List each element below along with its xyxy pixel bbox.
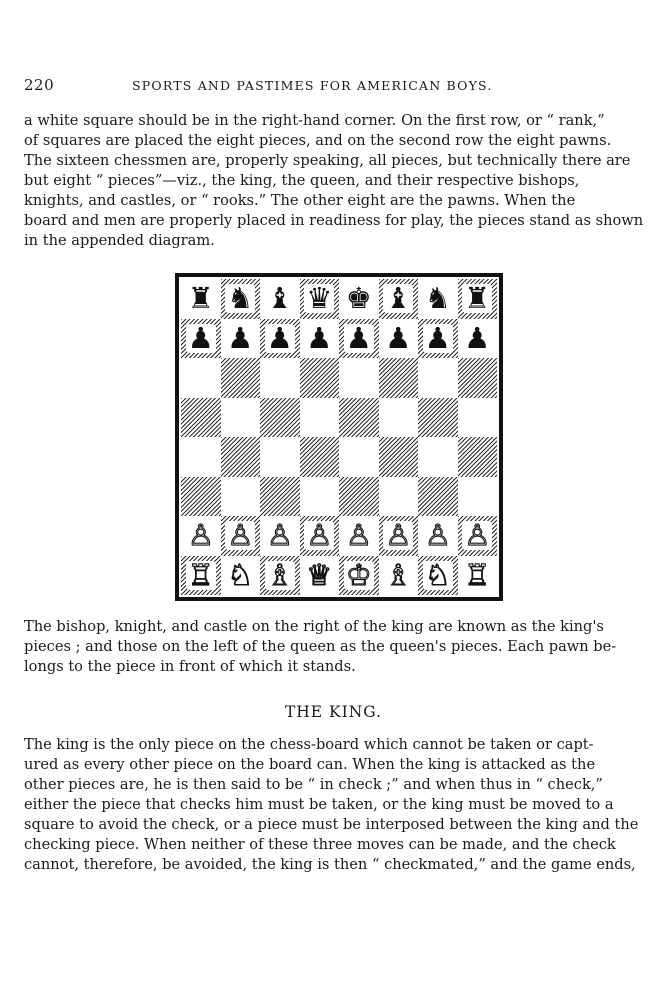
- chess-piece-icon: ♙: [464, 518, 491, 553]
- text-line: square to avoid the check, or a piece must be interposed between the king and the: [24, 816, 639, 833]
- chess-piece-icon: ♝: [385, 281, 412, 316]
- board-square: [260, 398, 300, 438]
- chess-piece-icon: ♚: [345, 281, 372, 316]
- board-square: [339, 279, 379, 319]
- chess-piece-icon: ♙: [306, 518, 333, 553]
- chess-piece-icon: ♟: [306, 320, 333, 355]
- board-square: [181, 437, 221, 477]
- board-square: [379, 437, 419, 477]
- text-line: other pieces are, he is then said to be “ in check ;” and when thus in “ check,”: [24, 776, 603, 793]
- board-square: [339, 398, 379, 438]
- board-square: [260, 556, 300, 596]
- chess-piece-icon: ♗: [385, 557, 412, 592]
- board-square: [181, 319, 221, 359]
- chess-board-diagram: [175, 273, 503, 601]
- board-square: [379, 398, 419, 438]
- board-square: [300, 556, 340, 596]
- chess-piece-icon: ♟: [345, 320, 372, 355]
- paragraph-piece-sides: [24, 617, 648, 677]
- board-square: [339, 516, 379, 556]
- board-square: [300, 516, 340, 556]
- board-square: [260, 477, 300, 517]
- board-square: [379, 279, 419, 319]
- text-line: board and men are properly placed in readiness for play, the pieces stand as shown: [24, 212, 644, 229]
- board-square: [300, 437, 340, 477]
- board-square: [418, 319, 458, 359]
- chess-piece-icon: ♟: [227, 320, 254, 355]
- board-square: [418, 516, 458, 556]
- chess-piece-icon: ♜: [464, 281, 491, 316]
- paragraph-the-king: [24, 735, 648, 875]
- board-square: [181, 516, 221, 556]
- board-square: [458, 516, 498, 556]
- chess-piece-icon: ♙: [227, 518, 254, 553]
- board-square: [458, 556, 498, 596]
- board-square: [181, 556, 221, 596]
- text-line: in the appended diagram.: [24, 232, 215, 249]
- chess-piece-icon: ♙: [345, 518, 372, 553]
- chess-piece-icon: ♖: [187, 557, 214, 592]
- running-head: [24, 76, 644, 98]
- text-line: ured as every other piece on the board can. When the king is attacked as the: [24, 756, 596, 773]
- text-line: The bishop, knight, and castle on the right of the king are known as the king's: [24, 618, 604, 635]
- chess-piece-icon: ♙: [187, 518, 214, 553]
- board-square: [379, 319, 419, 359]
- chess-piece-icon: ♙: [385, 518, 412, 553]
- board-square: [379, 516, 419, 556]
- board-square: [418, 556, 458, 596]
- board-square: [300, 477, 340, 517]
- board-square: [221, 477, 261, 517]
- board-square: [260, 358, 300, 398]
- chess-piece-icon: ♛: [306, 281, 333, 316]
- board-square: [221, 398, 261, 438]
- board-square: [221, 437, 261, 477]
- board-square: [418, 279, 458, 319]
- board-square: [221, 279, 261, 319]
- paragraph-board-setup: [24, 111, 648, 251]
- chess-piece-icon: ♙: [424, 518, 451, 553]
- board-square: [458, 279, 498, 319]
- board-square: [458, 319, 498, 359]
- chess-piece-icon: ♜: [187, 281, 214, 316]
- board-square: [418, 398, 458, 438]
- text-line: longs to the piece in front of which it stands.: [24, 658, 356, 675]
- board-square: [339, 358, 379, 398]
- chess-piece-icon: ♞: [424, 281, 451, 316]
- board-square: [339, 437, 379, 477]
- board-square: [418, 477, 458, 517]
- page-number: 220: [24, 76, 55, 94]
- board-square: [339, 319, 379, 359]
- board-square: [379, 477, 419, 517]
- section-heading: THE KING.: [284, 703, 383, 721]
- board-square: [181, 477, 221, 517]
- text-line: of squares are placed the eight pieces, and on the second row the eight pawns.: [24, 132, 612, 149]
- chess-piece-icon: ♘: [227, 557, 254, 592]
- text-line: but eight “ pieces”—viz., the king, the queen, and their respective bishops,: [24, 172, 580, 189]
- chess-piece-icon: ♗: [266, 557, 293, 592]
- board-square: [379, 556, 419, 596]
- board-square: [221, 358, 261, 398]
- board-square: [260, 516, 300, 556]
- chess-piece-icon: ♟: [464, 320, 491, 355]
- chess-piece-icon: ♖: [464, 557, 491, 592]
- chess-piece-icon: ♟: [385, 320, 412, 355]
- board-square: [181, 279, 221, 319]
- board-square: [181, 358, 221, 398]
- chess-piece-icon: ♟: [187, 320, 214, 355]
- board-square: [339, 477, 379, 517]
- text-line: cannot, therefore, be avoided, the king is then “ checkmated,” and the game ends,: [24, 856, 636, 873]
- board-square: [300, 279, 340, 319]
- board-square: [300, 358, 340, 398]
- chess-piece-icon: ♔: [345, 557, 372, 592]
- text-line: either the piece that checks him must be taken, or the king must be moved to a: [24, 796, 614, 813]
- board-square: [418, 437, 458, 477]
- chess-piece-icon: ♟: [266, 320, 293, 355]
- chess-piece-icon: ♝: [266, 281, 293, 316]
- board-square: [221, 556, 261, 596]
- board-square: [458, 358, 498, 398]
- chess-piece-icon: ♞: [227, 281, 254, 316]
- chess-piece-icon: ♙: [266, 518, 293, 553]
- text-line: The king is the only piece on the chess-board which cannot be taken or capt-: [24, 736, 594, 753]
- text-line: The sixteen chessmen are, properly speaking, all pieces, but technically there are: [24, 152, 631, 169]
- board-square: [458, 437, 498, 477]
- board-square: [458, 477, 498, 517]
- board-square: [221, 516, 261, 556]
- board-square: [418, 358, 458, 398]
- board-square: [300, 398, 340, 438]
- board-square: [221, 319, 261, 359]
- board-square: [260, 319, 300, 359]
- board-square: [300, 319, 340, 359]
- board-square: [379, 358, 419, 398]
- chess-piece-icon: ♘: [424, 557, 451, 592]
- board-square: [260, 279, 300, 319]
- board-square: [458, 398, 498, 438]
- chess-piece-icon: ♕: [306, 557, 333, 592]
- board-grid: [181, 279, 497, 595]
- chess-piece-icon: ♟: [424, 320, 451, 355]
- text-line: checking piece. When neither of these three moves can be made, and the check: [24, 836, 616, 853]
- running-title: SPORTS AND PASTIMES FOR AMERICAN BOYS.: [132, 78, 493, 93]
- text-line: knights, and castles, or “ rooks.” The other eight are the pawns. When the: [24, 192, 576, 209]
- board-square: [260, 437, 300, 477]
- text-line: a white square should be in the right-hand corner. On the first row, or “ rank,”: [24, 112, 605, 129]
- board-square: [181, 398, 221, 438]
- board-square: [339, 556, 379, 596]
- text-line: pieces ; and those on the left of the queen as the queen's pieces. Each pawn be-: [24, 638, 617, 655]
